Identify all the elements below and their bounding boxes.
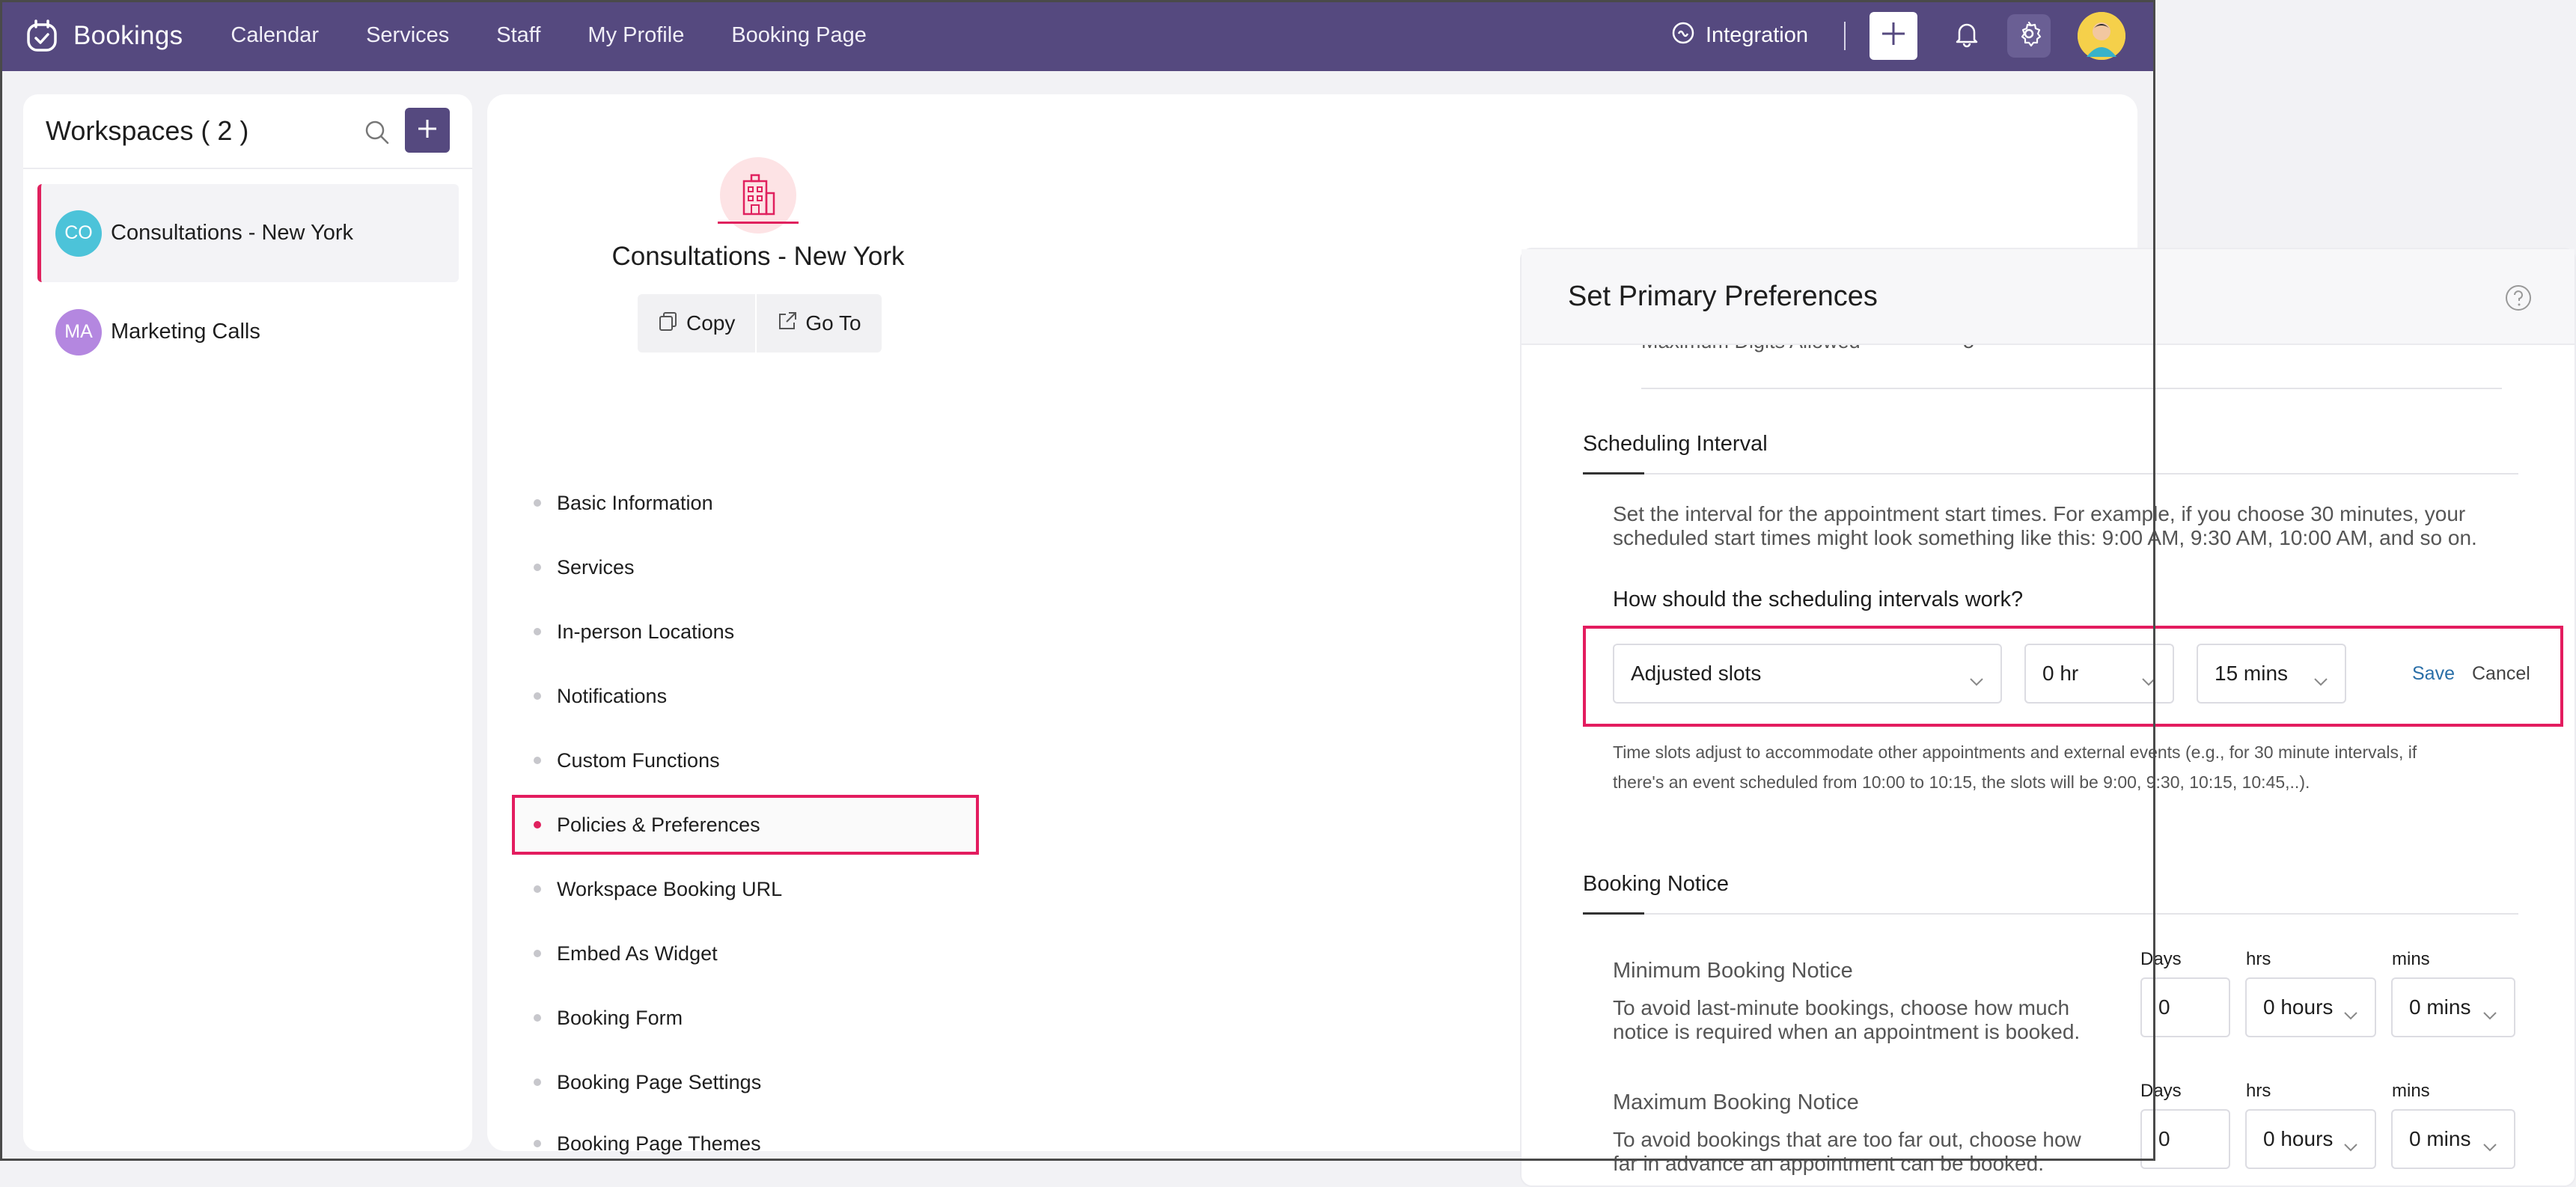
hrs-label: hrs — [2246, 949, 2271, 969]
integration-link[interactable] — [1671, 21, 1808, 51]
interval-mins-select[interactable] — [2197, 644, 2346, 704]
menu-item-workspace-booking-url[interactable] — [528, 859, 992, 919]
icon-underline — [718, 222, 799, 224]
create-button[interactable] — [1870, 12, 1917, 60]
copy-label: Copy — [686, 311, 736, 335]
menu-item-embed-as-widget[interactable] — [528, 924, 992, 983]
interval-hours-value: 0 hr — [2042, 662, 2079, 685]
goto-label: Go To — [805, 311, 861, 335]
hrs-label: hrs — [2246, 1081, 2271, 1101]
top-navbar — [0, 0, 2155, 71]
menu-item-custom-functions[interactable] — [528, 730, 992, 790]
external-link-icon — [777, 311, 805, 337]
cancel-button[interactable]: Cancel — [2472, 663, 2530, 684]
help-icon[interactable] — [2504, 284, 2533, 316]
copy-button[interactable] — [638, 294, 755, 353]
app-name: Bookings — [73, 20, 183, 50]
chevron-down-icon — [2482, 1001, 2497, 1025]
nav-my-profile[interactable]: My Profile — [587, 23, 685, 47]
bullet — [534, 692, 541, 700]
max-notice-title: Maximum Booking Notice — [1613, 1090, 1859, 1114]
max-notice-description-line-2: far in advance an appointment can be booked. — [1613, 1152, 2044, 1175]
gear-icon — [2015, 20, 2042, 51]
chevron-down-icon — [2313, 668, 2328, 692]
plus-icon — [1881, 21, 1906, 50]
workspace-avatar: MA — [55, 309, 102, 356]
integration-label: Integration — [1705, 23, 1808, 47]
slot-type-select[interactable] — [1613, 644, 2002, 704]
menu-label: Embed As Widget — [557, 942, 718, 965]
menu-label: Custom Functions — [557, 748, 720, 772]
menu-item-in-person-locations[interactable] — [528, 602, 992, 662]
scheduling-note-line-2: there's an event scheduled from 10:00 to 10:15, the slots will be 9:00, 9:30, 10:15, 10:45,..). — [1613, 772, 2310, 792]
menu-item-notifications[interactable] — [528, 666, 992, 726]
nav-staff[interactable]: Staff — [496, 23, 541, 47]
max-notice-description — [1613, 1128, 2081, 1176]
chevron-down-icon — [1969, 668, 1984, 692]
nav-divider — [1844, 22, 1846, 50]
section-divider — [1583, 473, 2518, 475]
notifications-button[interactable] — [1952, 21, 1982, 51]
min-notice-hours-select[interactable] — [2245, 977, 2376, 1037]
bell-icon — [1955, 21, 1979, 50]
divider — [1641, 388, 2502, 389]
workspace-title: Consultations - New York — [611, 242, 905, 271]
interval-hours-select[interactable] — [2024, 644, 2174, 704]
mins-label: mins — [2392, 949, 2430, 969]
scheduling-note-line-1: Time slots adjust to accommodate other appointments and external events (e.g., for 30 minute intervals, if — [1613, 742, 2417, 762]
menu-item-policies-preferences[interactable] — [512, 795, 979, 855]
preferences-header — [1522, 249, 2575, 345]
chevron-down-icon — [2141, 668, 2156, 692]
active-bullet — [534, 821, 541, 829]
chevron-down-icon — [2343, 1133, 2358, 1157]
workspaces-panel — [23, 94, 472, 1151]
user-avatar[interactable] — [2078, 12, 2125, 60]
min-notice-mins-value: 0 mins — [2409, 995, 2471, 1019]
max-notice-hours-select[interactable] — [2245, 1109, 2376, 1169]
preferences-title: Set Primary Preferences — [1568, 280, 1878, 312]
bullet — [534, 950, 541, 957]
min-notice-title: Minimum Booking Notice — [1613, 959, 1853, 983]
menu-label: Booking Page Themes — [557, 1132, 761, 1155]
min-notice-hours-value: 0 hours — [2263, 995, 2334, 1019]
section-divider — [1583, 913, 2518, 915]
menu-item-booking-form[interactable] — [528, 988, 992, 1048]
workspaces-title: Workspaces ( 2 ) — [46, 115, 249, 146]
workspace-actions — [638, 294, 882, 353]
bullet — [534, 1078, 541, 1086]
menu-label: Notifications — [557, 684, 668, 707]
search-icon[interactable] — [364, 120, 390, 149]
mins-label: mins — [2392, 1081, 2430, 1101]
min-notice-days-value: 0 — [2158, 995, 2170, 1019]
bullet — [534, 628, 541, 635]
bullet — [534, 1014, 541, 1022]
scheduling-description — [1613, 502, 2477, 550]
nav-booking-page[interactable]: Booking Page — [731, 23, 867, 47]
preferences-card — [1520, 248, 2576, 1187]
add-workspace-button[interactable] — [405, 108, 450, 153]
chevron-down-icon — [2343, 1001, 2358, 1025]
bullet — [534, 499, 541, 507]
min-notice-mins-select[interactable] — [2391, 977, 2515, 1037]
chevron-down-icon — [2482, 1133, 2497, 1157]
section-underline — [1583, 472, 1644, 475]
scheduling-description-line-1: Set the interval for the appointment start times. For example, if you choose 30 minutes, your — [1613, 502, 2466, 525]
workspace-name: Marketing Calls — [111, 320, 260, 344]
bullet — [534, 757, 541, 764]
max-notice-hours-value: 0 hours — [2263, 1127, 2334, 1150]
max-notice-description-line-1: To avoid bookings that are too far out, choose how — [1613, 1128, 2081, 1151]
menu-label: Booking Form — [557, 1006, 683, 1029]
brand[interactable] — [22, 16, 183, 55]
save-button[interactable]: Save — [2412, 663, 2455, 684]
workspace-settings-panel — [487, 94, 2530, 1175]
slot-type-value: Adjusted slots — [1631, 662, 1762, 685]
workspace-name: Consultations - New York — [111, 221, 353, 245]
days-label: Days — [2140, 1081, 2182, 1101]
menu-label: Policies & Preferences — [557, 813, 760, 836]
menu-item-services[interactable] — [528, 537, 992, 597]
days-label: Days — [2140, 949, 2182, 969]
nav-services[interactable]: Services — [366, 23, 450, 47]
main-nav — [231, 23, 914, 48]
max-notice-days-value: 0 — [2158, 1127, 2170, 1150]
menu-label: In-person Locations — [557, 620, 735, 643]
scheduling-note — [1613, 737, 2417, 797]
menu-label: Booking Page Settings — [557, 1070, 762, 1093]
menu-item-basic-information[interactable] — [528, 473, 992, 533]
nav-actions — [1671, 0, 2125, 71]
workspace-item-consultations[interactable] — [37, 184, 459, 282]
max-notice-days-input[interactable] — [2140, 1109, 2230, 1169]
menu-label: Services — [557, 555, 635, 579]
menu-label: Workspace Booking URL — [557, 877, 783, 900]
min-notice-description-line-2: notice is required when an appointment is booked. — [1613, 1020, 2081, 1043]
bookings-logo-icon — [22, 16, 61, 55]
nav-calendar[interactable]: Calendar — [231, 23, 320, 47]
copy-icon — [658, 311, 686, 337]
menu-label: Basic Information — [557, 491, 713, 514]
interval-mins-value: 15 mins — [2215, 662, 2289, 685]
section-underline — [1583, 912, 1644, 915]
bullet — [534, 564, 541, 571]
scheduling-question: How should the scheduling intervals work? — [1613, 588, 2024, 611]
menu-item-booking-page-themes[interactable] — [528, 1114, 992, 1174]
goto-button[interactable] — [757, 294, 881, 353]
scheduling-description-line-2: scheduled start times might look something like this: 9:00 AM, 9:30 AM, 10:00 AM, and so on. — [1613, 526, 2477, 549]
menu-item-booking-page-settings[interactable] — [528, 1052, 992, 1112]
workspace-avatar: CO — [55, 210, 102, 257]
scheduling-interval-title: Scheduling Interval — [1583, 432, 1768, 456]
max-notice-mins-value: 0 mins — [2409, 1127, 2471, 1150]
workspaces-header — [23, 94, 472, 169]
min-notice-description — [1613, 996, 2080, 1044]
menu-clip — [528, 1117, 992, 1155]
booking-notice-title: Booking Notice — [1583, 872, 1730, 896]
integration-icon — [1671, 21, 1706, 51]
plus-icon — [417, 118, 438, 143]
max-notice-mins-select[interactable] — [2391, 1109, 2515, 1169]
workspace-item-marketing[interactable] — [37, 283, 459, 381]
min-notice-days-input[interactable] — [2140, 977, 2230, 1037]
bullet — [534, 1140, 541, 1147]
bullet — [534, 885, 541, 893]
settings-button[interactable] — [2007, 14, 2051, 58]
min-notice-description-line-1: To avoid last-minute bookings, choose how much — [1613, 996, 2070, 1019]
